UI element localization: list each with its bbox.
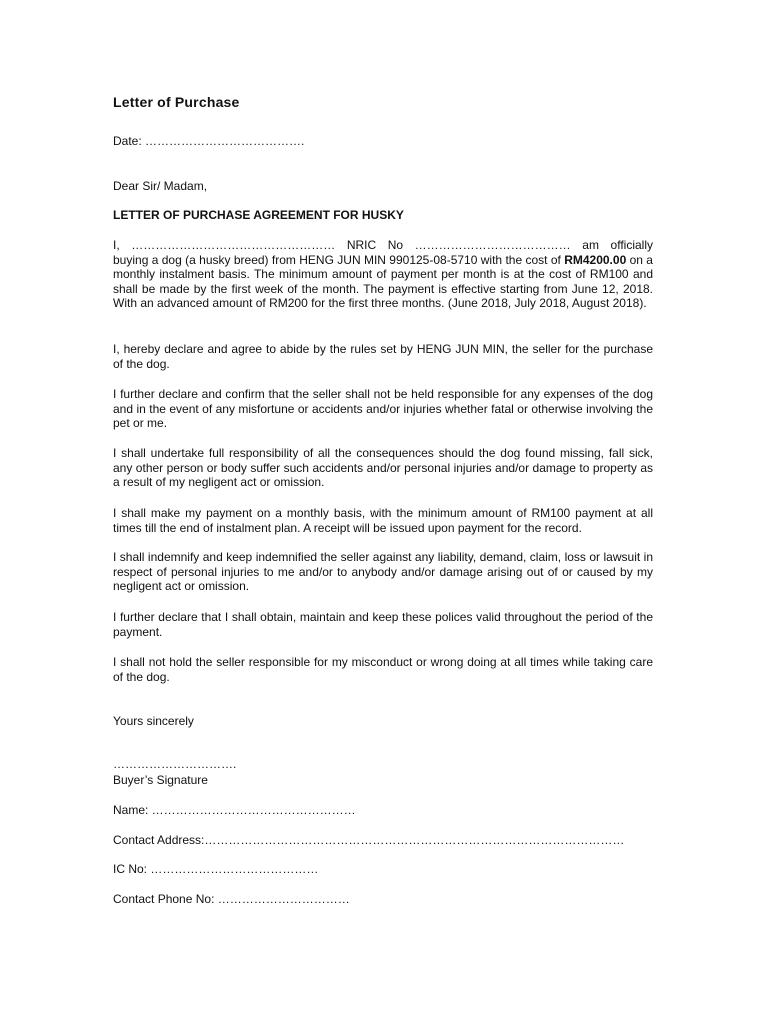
purchase-text-b: on a monthly instalment basis. The minimum amount of payment per month is at the cost of RM100 and shall be made by the first week of the month. The payment is effective starting from June 12, 2018. With an advanced amount of RM200 for the first three months. (June 2018, July 2018, August 2018). (113, 252, 653, 311)
signature-dots: …………………………. (113, 757, 237, 771)
ic-number-field: IC No: …………………………………… (113, 862, 319, 876)
paragraph-responsibility: I shall undertake full responsibility of all the consequences should the dog found missing, fall sick, any other person or body suffer such accidents and/or personal injuries and/or damage to property as a result of my negligent act or omission. (113, 446, 653, 490)
paragraph-indemnity: I shall indemnify and keep indemnified the seller against any liability, demand, claim, loss or lawsuit in respect of personal injuries to me and/or to anybody and/or damage arising out of or caused by my negligent act or omission. (113, 550, 653, 594)
paragraph-policies: I further declare that I shall obtain, maintain and keep these polices valid throughout the period of the payment. (113, 610, 653, 639)
paragraph-declaration: I, hereby declare and agree to abide by the rules set by HENG JUN MIN, the seller for the purchase of the dog. (113, 342, 653, 371)
date-line: Date: …………………………………. (113, 134, 305, 148)
paragraph-conduct: I shall not hold the seller responsible for my misconduct or wrong doing at all times while taking care of the dog. (113, 655, 653, 684)
closing: Yours sincerely (113, 714, 194, 728)
document-title: Letter of Purchase (113, 94, 240, 110)
contact-address-field: Contact Address:…………………………………………………………………………………………… (113, 833, 625, 847)
signature-label: Buyer’s Signature (113, 773, 208, 787)
purchase-text-a: buying a dog (a husky breed) from HENG JUN MIN 990125-08-5710 with the cost of (113, 252, 565, 267)
contact-phone-field: Contact Phone No: …………………………… (113, 892, 350, 906)
buyer-nric-line: I, …………………………………………… NRIC No ………………………………… am officially (113, 238, 653, 252)
salutation: Dear Sir/ Madam, (113, 179, 208, 193)
paragraph-payment: I shall make my payment on a monthly basis, with the minimum amount of RM100 payment at all times till the end of instalment plan. A receipt will be issued upon payment for the record. (113, 506, 653, 535)
agreement-heading: LETTER OF PURCHASE AGREEMENT FOR HUSKY (113, 208, 404, 222)
paragraph-liability: I further declare and confirm that the seller shall not be held responsible for any expenses of the dog and in the event of any misfortune or accidents and/or injuries whether fatal or otherwise involving the pet or me. (113, 387, 653, 431)
name-field: Name: …………………………………………… (113, 803, 356, 817)
paragraph-terms (113, 238, 653, 311)
purchase-amount: RM4200.00 (564, 252, 627, 267)
